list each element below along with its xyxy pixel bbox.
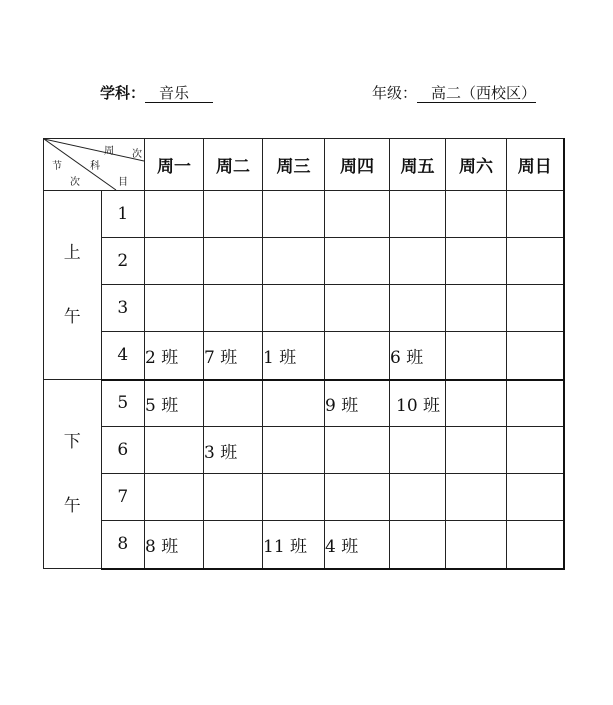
table-row bbox=[44, 521, 564, 569]
subject-field bbox=[100, 82, 213, 103]
period-number: 3 bbox=[101, 285, 144, 332]
table-row bbox=[44, 380, 564, 427]
schedule-cell bbox=[204, 521, 263, 569]
corner-week: 周 bbox=[104, 146, 114, 157]
corner-ci-top: 次 bbox=[132, 149, 142, 160]
schedule-cell bbox=[325, 474, 390, 521]
schedule-cell bbox=[390, 191, 446, 238]
afternoon-label bbox=[44, 380, 102, 569]
corner-ke: 科 bbox=[90, 161, 100, 172]
period-number: 8 bbox=[101, 521, 144, 569]
grade-field bbox=[372, 82, 536, 103]
schedule-cell bbox=[507, 427, 564, 474]
schedule-cell bbox=[507, 285, 564, 332]
afternoon-char-1: 下 bbox=[63, 432, 81, 452]
table-row bbox=[44, 474, 564, 521]
corner-jie: 节 bbox=[52, 161, 62, 172]
day-header-thu: 周四 bbox=[325, 139, 390, 191]
period-number: 5 bbox=[101, 380, 144, 427]
schedule-cell bbox=[204, 380, 263, 427]
day-header-sat: 周六 bbox=[446, 139, 507, 191]
morning-char-2: 午 bbox=[63, 307, 81, 327]
subject-label: 学科： bbox=[100, 84, 146, 102]
schedule-table bbox=[43, 138, 565, 570]
schedule-cell: 7 班 bbox=[204, 332, 263, 380]
header-row bbox=[44, 139, 564, 191]
schedule-cell bbox=[390, 427, 446, 474]
table-row bbox=[44, 332, 564, 380]
schedule-cell bbox=[390, 238, 446, 285]
schedule-cell bbox=[446, 238, 507, 285]
schedule-cell bbox=[263, 191, 325, 238]
schedule-cell bbox=[145, 427, 204, 474]
schedule-cell: 5 班 bbox=[145, 380, 204, 427]
schedule-cell: 2 班 bbox=[145, 332, 204, 380]
day-header-sun: 周日 bbox=[507, 139, 564, 191]
corner-cell bbox=[44, 139, 145, 191]
period-number: 1 bbox=[101, 191, 144, 238]
morning-char-1: 上 bbox=[63, 243, 81, 263]
schedule-cell bbox=[446, 191, 507, 238]
period-number: 4 bbox=[101, 332, 144, 380]
schedule-cell bbox=[446, 380, 507, 427]
corner-mu: 目 bbox=[118, 177, 128, 188]
day-header-tue: 周二 bbox=[204, 139, 263, 191]
schedule-cell bbox=[446, 285, 507, 332]
period-number: 7 bbox=[101, 474, 144, 521]
schedule-cell bbox=[204, 285, 263, 332]
schedule-cell bbox=[263, 474, 325, 521]
table-row bbox=[44, 427, 564, 474]
schedule-cell: 9 班 bbox=[325, 380, 390, 427]
schedule-cell bbox=[263, 380, 325, 427]
schedule-cell bbox=[204, 238, 263, 285]
schedule-cell bbox=[325, 427, 390, 474]
schedule-cell bbox=[263, 427, 325, 474]
schedule-cell: 8 班 bbox=[145, 521, 204, 569]
schedule-cell: 1 班 bbox=[263, 332, 325, 380]
table-row bbox=[44, 238, 564, 285]
schedule-cell: 11 班 bbox=[263, 521, 325, 569]
day-header-wed: 周三 bbox=[263, 139, 325, 191]
subject-value: 音乐 bbox=[145, 84, 213, 103]
schedule-cell bbox=[145, 191, 204, 238]
afternoon-char-2: 午 bbox=[63, 496, 81, 516]
schedule-cell: 4 班 bbox=[325, 521, 390, 569]
schedule-cell bbox=[507, 238, 564, 285]
schedule-cell: 10 班 bbox=[390, 380, 446, 427]
schedule-cell bbox=[145, 238, 204, 285]
schedule-cell bbox=[446, 521, 507, 569]
grade-label: 年级： bbox=[372, 84, 418, 102]
schedule-cell bbox=[263, 285, 325, 332]
schedule-cell bbox=[325, 332, 390, 380]
schedule-cell bbox=[325, 191, 390, 238]
schedule-cell bbox=[325, 285, 390, 332]
schedule-cell bbox=[145, 285, 204, 332]
day-header-mon: 周一 bbox=[145, 139, 204, 191]
table-row bbox=[44, 285, 564, 332]
schedule-cell bbox=[507, 191, 564, 238]
schedule-cell bbox=[507, 332, 564, 380]
schedule-cell bbox=[204, 474, 263, 521]
schedule-cell bbox=[145, 474, 204, 521]
schedule-cell bbox=[390, 474, 446, 521]
schedule-cell bbox=[204, 191, 263, 238]
period-number: 2 bbox=[101, 238, 144, 285]
schedule-cell bbox=[390, 285, 446, 332]
morning-label bbox=[44, 191, 102, 380]
grade-value: 高二（西校区） bbox=[417, 84, 536, 103]
table-row bbox=[44, 191, 564, 238]
schedule-cell: 6 班 bbox=[390, 332, 446, 380]
schedule-cell bbox=[390, 521, 446, 569]
corner-ci-bottom: 次 bbox=[70, 177, 80, 188]
schedule-cell bbox=[325, 238, 390, 285]
schedule-cell: 3 班 bbox=[204, 427, 263, 474]
schedule-cell bbox=[263, 238, 325, 285]
schedule-cell bbox=[446, 427, 507, 474]
schedule-cell bbox=[507, 380, 564, 427]
schedule-cell bbox=[507, 474, 564, 521]
period-number: 6 bbox=[101, 427, 144, 474]
day-header-fri: 周五 bbox=[390, 139, 446, 191]
schedule-cell bbox=[507, 521, 564, 569]
schedule-cell bbox=[446, 332, 507, 380]
schedule-cell bbox=[446, 474, 507, 521]
